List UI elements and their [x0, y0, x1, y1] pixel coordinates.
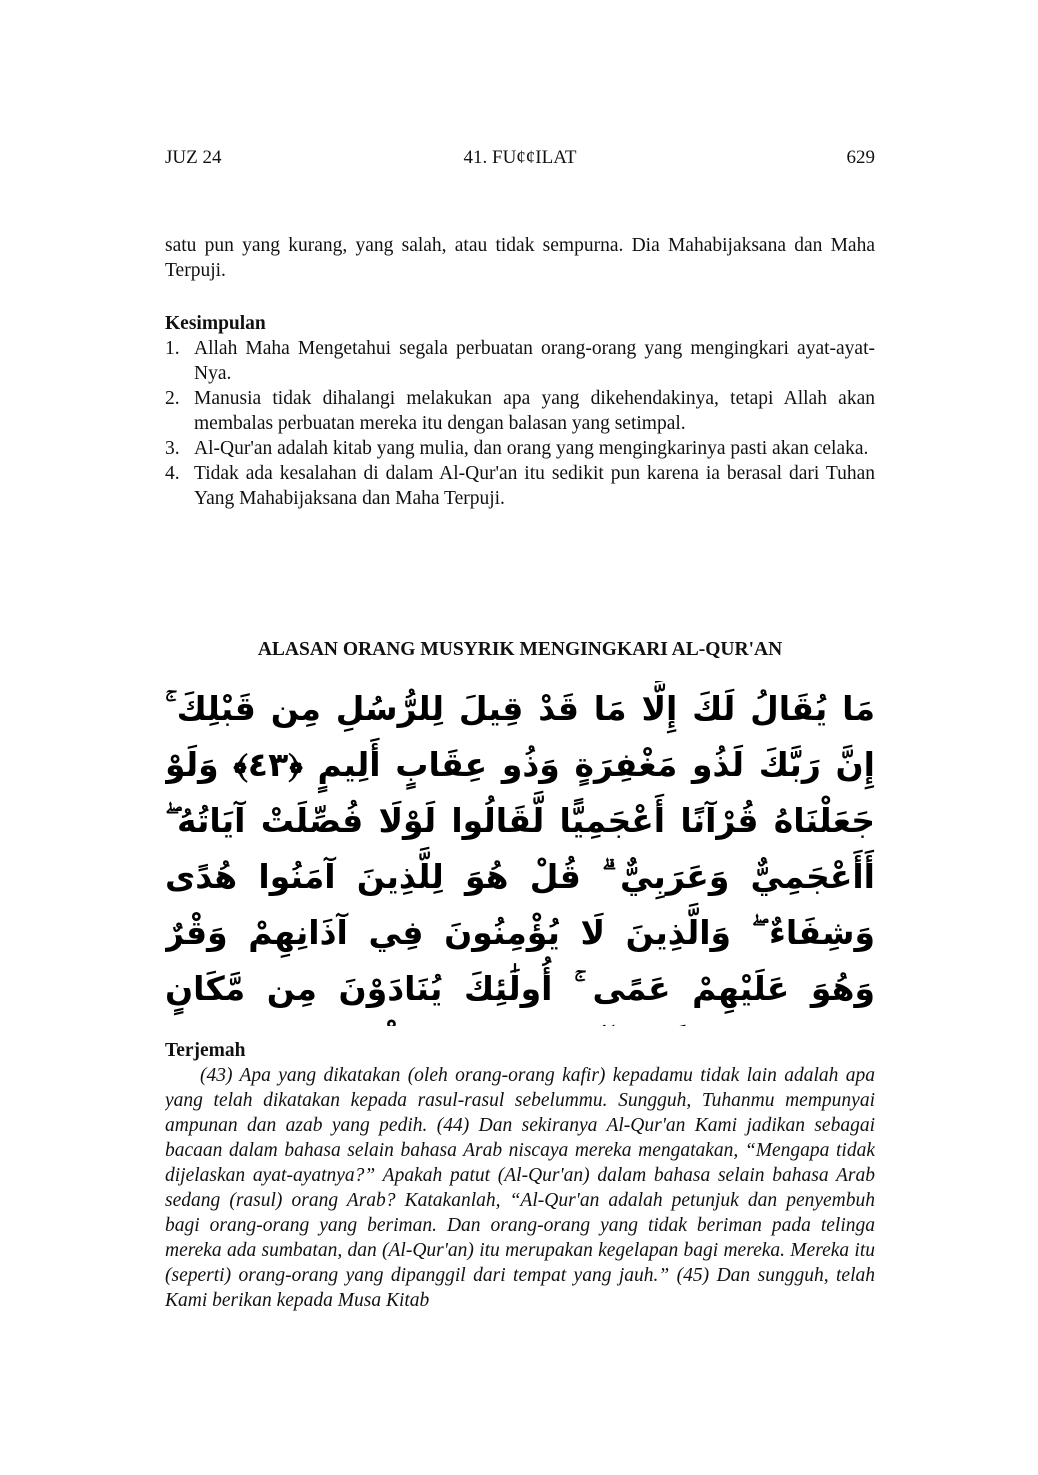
arabic-verses: مَا يُقَالُ لَكَ إِلَّا مَا قَدْ قِيلَ لِلرُّسُلِ مِن قَبْلِكَ ۚ إِنَّ رَبَّكَ لَذُو مَغْفِرَةٍ وَذُو عِقَابٍ أَلِيمٍ ﴿٤٣﴾ وَلَوْ جَعَلْنَاهُ قُرْآنًا أَعْجَمِيًّا لَّقَالُوا لَوْلَا فُصِّلَتْ آيَاتُهُ ۖ أَأَعْجَمِيٌّ وَعَرَبِيٌّ ۗ قُلْ هُوَ لِلَّذِينَ آمَنُوا هُدًى وَشِفَاءٌ ۖ وَالَّذِينَ لَا يُؤْمِنُونَ فِي آذَانِهِمْ وَقْرٌ وَهُوَ عَلَيْهِمْ عَمًى ۚ أُولَٰئِكَ يُنَادَوْنَ مِن مَّكَانٍ	[165, 689, 875, 1008]
intro-paragraph: satu pun yang kurang, yang salah, atau tidak sempurna. Dia Mahabijaksana dan Maha Terpuji.	[165, 235, 875, 281]
running-header	[165, 147, 875, 173]
surah-title: 41. FU¢¢ILAT	[463, 147, 577, 168]
section-title: ALASAN ORANG MUSYRIK MENGINGKARI AL-QUR'AN	[257, 639, 783, 660]
page-number: 629	[846, 147, 875, 168]
list-item-text: Manusia tidak dihalangi melakukan apa yang dikehendakinya, tetapi Allah akan membalas perbuatan mereka itu dengan balasan yang setimpal.	[194, 388, 875, 434]
list-item-text: Allah Maha Mengetahui segala perbuatan orang-orang yang mengingkari ayat-ayat-Nya.	[194, 338, 875, 384]
juz-label: JUZ 24	[165, 147, 222, 168]
list-item	[165, 436, 875, 461]
list-item	[165, 461, 875, 511]
terjemah-heading: Terjemah	[165, 1040, 246, 1061]
list-item-text: Al-Qur'an adalah kitab yang mulia, dan orang yang mengingkarinya pasti akan celaka.	[194, 438, 869, 459]
kesimpulan-heading: Kesimpulan	[165, 313, 266, 334]
list-item-number: 1.	[165, 338, 180, 359]
list-item-text: Tidak ada kesalahan di dalam Al-Qur'an itu sedikit pun karena ia berasal dari Tuhan Yang Mahabijaksana dan Maha Terpuji.	[194, 463, 875, 509]
list-item-number: 4.	[165, 463, 180, 484]
list-item	[165, 386, 875, 436]
list-item	[165, 336, 875, 386]
book-page	[165, 0, 875, 1475]
list-item-number: 3.	[165, 438, 180, 459]
translation-paragraph: (43) Apa yang dikatakan (oleh orang-orang kafir) kepadamu tidak lain adalah apa yang telah dikatakan kepada rasul-rasul sebelummu. Sungguh, Tuhanmu mempunyai ampunan dan azab yang pedih. (44) Dan sekiranya Al-Qur'an Kami jadikan sebagai bacaan dalam bahasa selain bahasa Arab niscaya mereka mengatakan, “Mengapa tidak dijelaskan ayat-ayatnya?” Apakah patut (Al-Qur'an) dalam bahasa selain bahasa Arab sedang (rasul) orang Arab? Katakanlah, “Al-Qur'an adalah petunjuk dan penyembuh bagi orang-orang yang beriman. Dan orang-orang yang tidak beriman pada telinga mereka ada sumbatan, dan (Al-Qur'an) itu merupakan kegelapan bagi mereka. Mereka itu (seperti) orang-orang yang dipanggil dari tempat yang jauh.” (45) Dan sungguh, telah Kami berikan kepada Musa Kitab	[165, 1065, 875, 1311]
list-item-number: 2.	[165, 388, 180, 409]
conclusion-list	[165, 336, 875, 511]
